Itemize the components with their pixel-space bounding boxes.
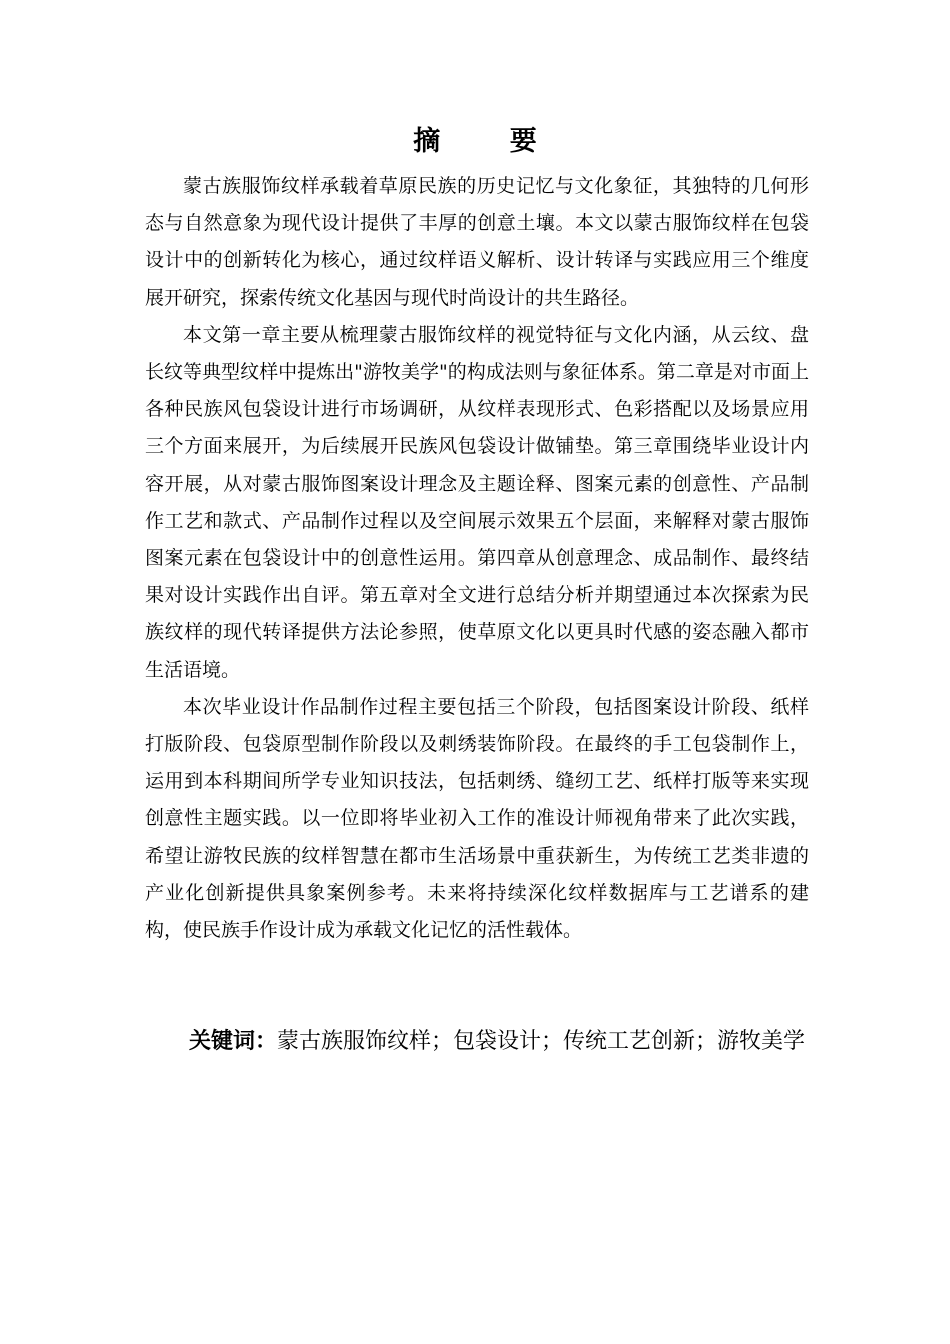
abstract-title: 摘 要: [413, 126, 567, 157]
abstract-body: [145, 168, 809, 949]
abstract-paragraph-1: 蒙古族服饰纹样承载着草原民族的历史记忆与文化象征，其独特的几何形态与自然意象为现代设计提供了丰厚的创意土壤。本文以蒙古服饰纹样在包袋设计中的创新转化为核心，通过纹样语义解析、设计转译与实践应用三个维度展开研究，探索传统文化基因与现代时尚设计的共生路径。: [145, 175, 809, 309]
keywords-label: 关键词：: [189, 1029, 278, 1054]
keywords-line: [145, 1003, 809, 1081]
keywords-text: 蒙古族服饰纹样；包袋设计；传统工艺创新；游牧美学: [277, 1029, 806, 1054]
abstract-paragraph-2: 本文第一章主要从梳理蒙古服饰纹样的视觉特征与文化内涵，从云纹、盘长纹等典型纹样中提炼出"游牧美学"的构成法则与象征体系。第二章是对市面上各种民族风包袋设计进行市场调研，从纹样表现形式、色彩搭配以及场景应用三个方面来展开，为后续展开民族风包袋设计做铺垫。第三章围绕毕业设计内容开展，从对蒙古服饰图案设计理念及主题诠释、图案元素的创意性、产品制作工艺和款式、产品制作过程以及空间展示效果五个层面，来解释对蒙古服饰图案元素在包袋设计中的创意性运用。第四章从创意理念、成品制作、最终结果对设计实践作出自评。第五章对全文进行总结分析并期望通过本次探索为民族纹样的现代转译提供方法论参照，使草原文化以更具时代感的姿态融入都市生活语境。: [145, 323, 809, 681]
abstract-paragraph-3: 本次毕业设计作品制作过程主要包括三个阶段，包括图案设计阶段、纸样打版阶段、包袋原型制作阶段以及刺绣装饰阶段。在最终的手工包袋制作上，运用到本科期间所学专业知识技法，包括刺绣、缝纫工艺、纸样打版等来实现创意性主题实践。以一位即将毕业初入工作的准设计师视角带来了此次实践，希望让游牧民族的纹样智慧在都市生活场景中重获新生，为传统工艺类非遗的产业化创新提供具象案例参考。未来将持续深化纹样数据库与工艺谱系的建构，使民族手作设计成为承载文化记忆的活性载体。: [145, 695, 809, 942]
